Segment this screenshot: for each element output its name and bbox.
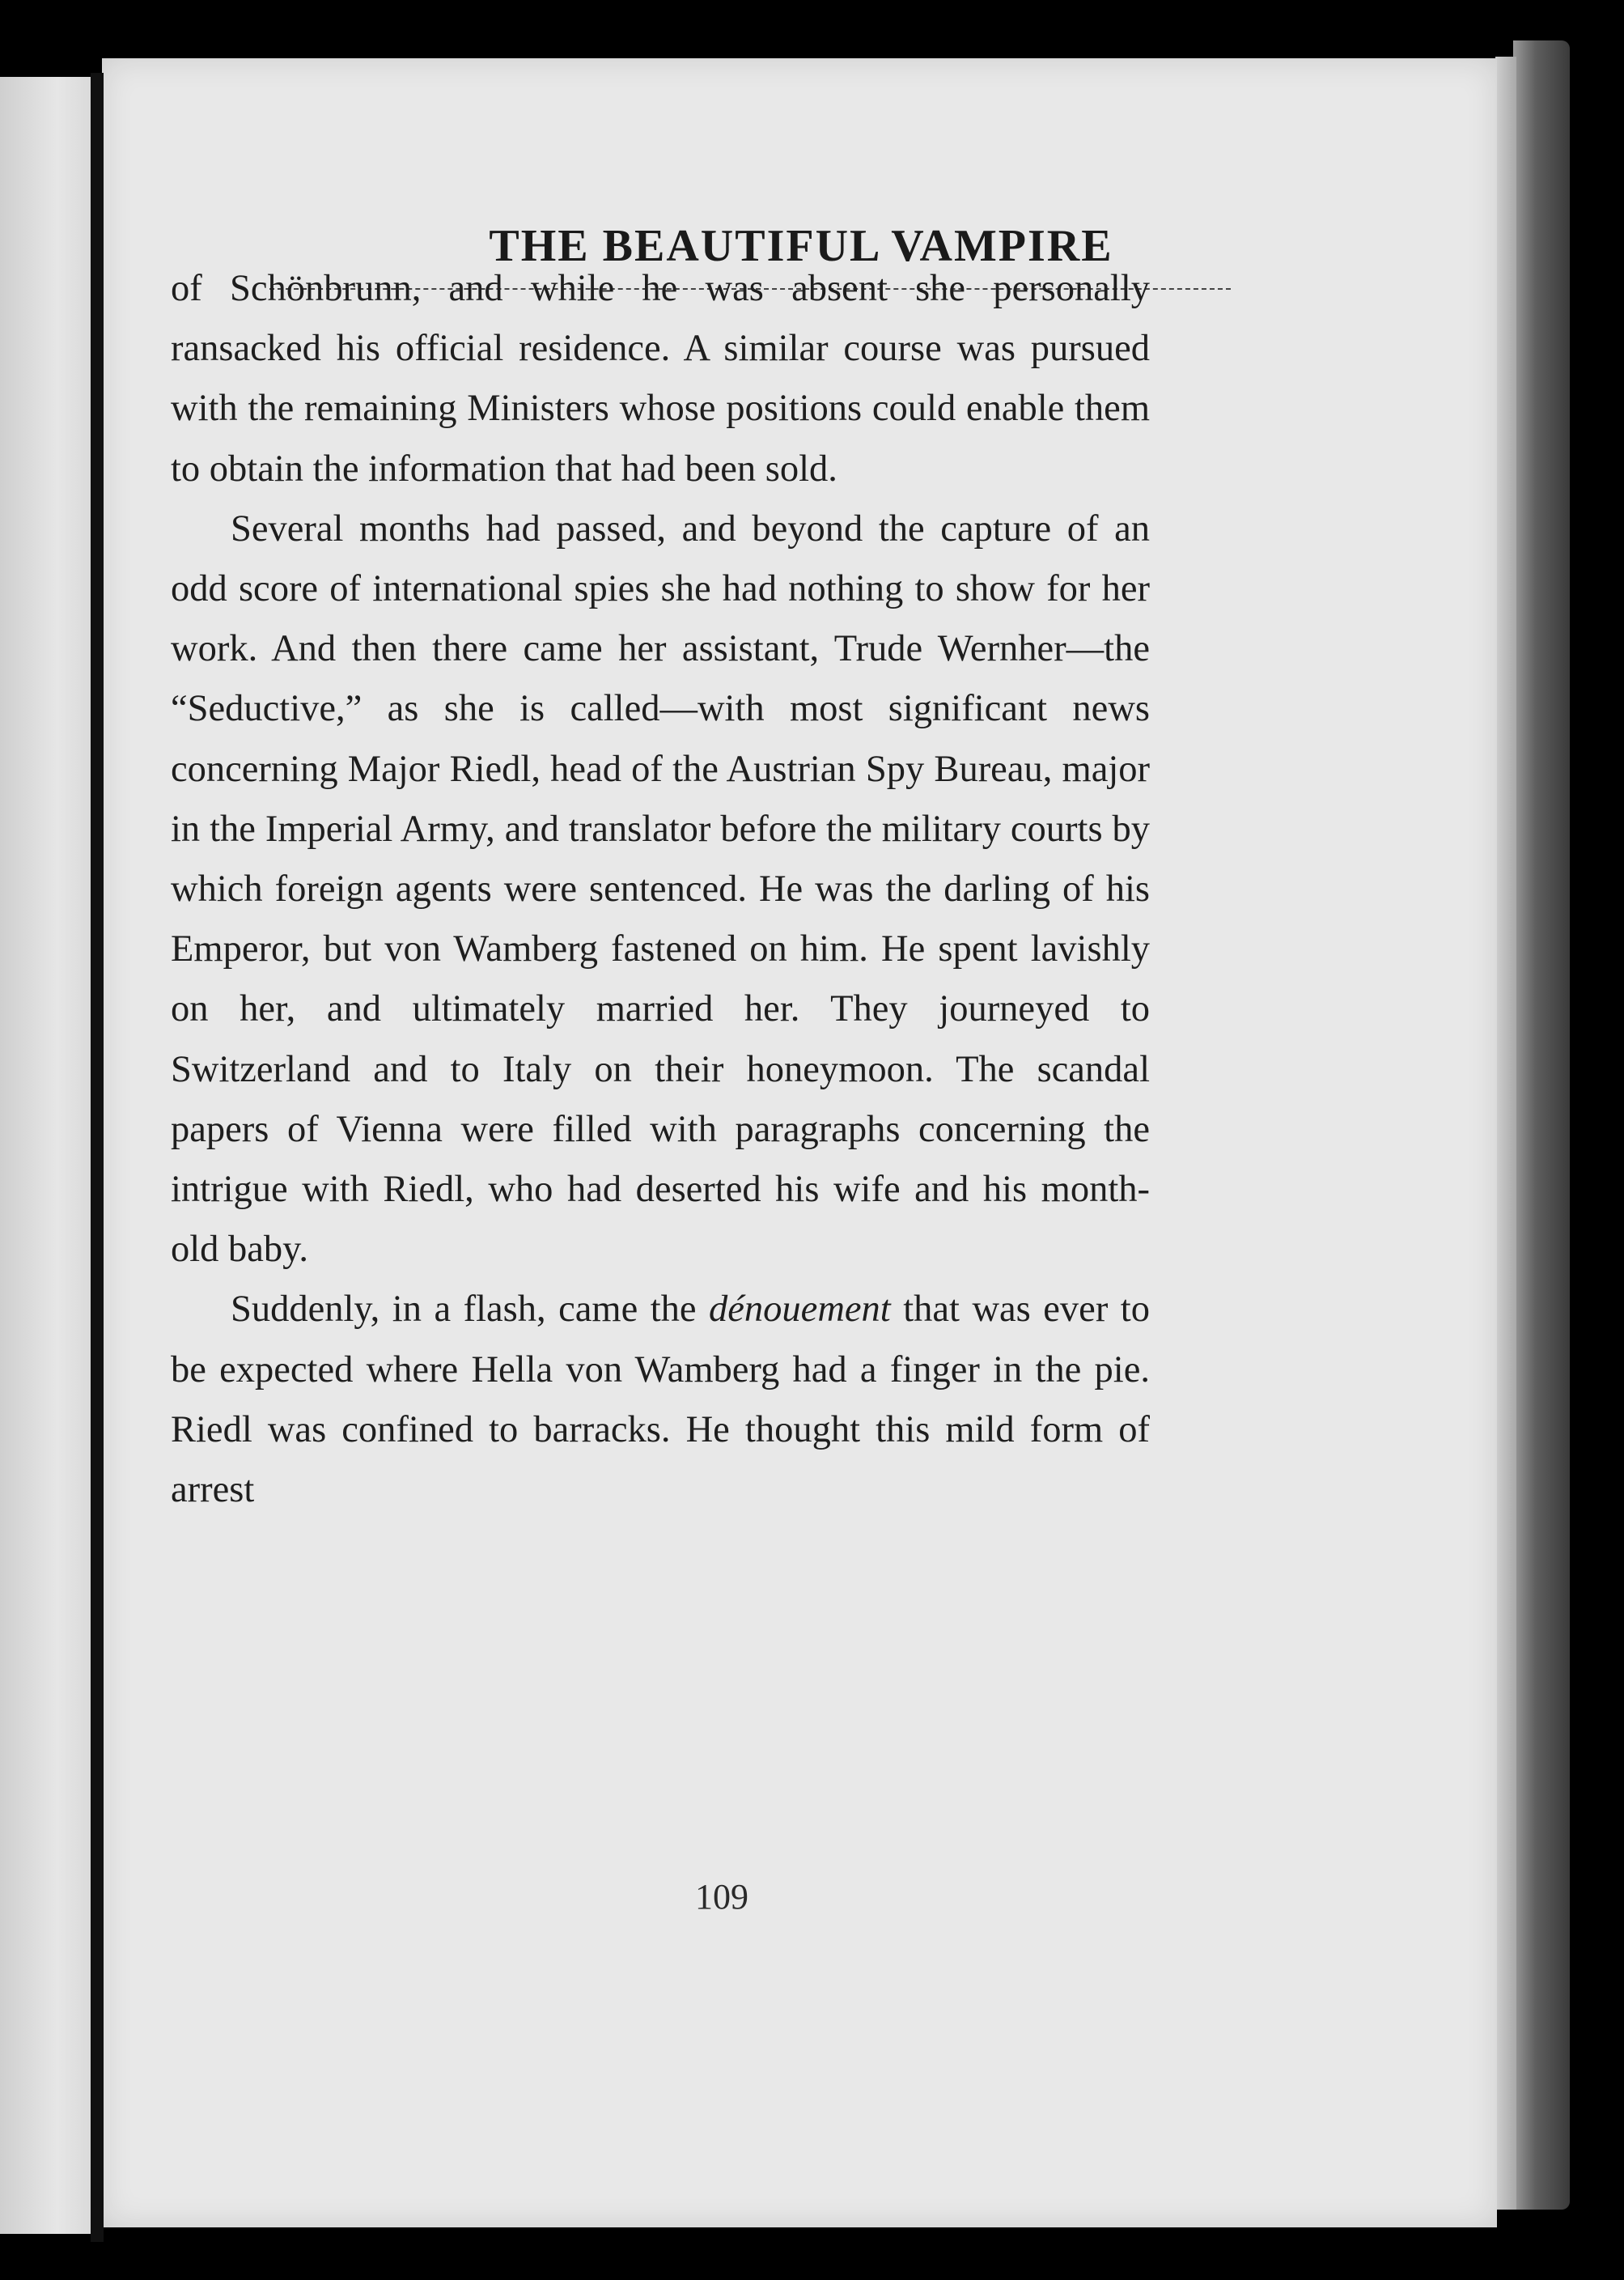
book-edge-shadow [1513,40,1570,2210]
paragraph-continued: of Schönbrunn, and while he was absent she personally ransacked his official residence. A similar course was pursued with the remaining Ministers whose positions could enable them to obtain the information that had been sold. [171,268,1150,490]
paragraph-text: Suddenly, in a flash, came the [231,1289,710,1331]
running-head: THE BEAUTIFUL VAMPIRE [489,221,1113,271]
paragraph: Several months had passed, and beyond the capture of an odd score of international spies she had nothing to show for her work. And then there came her assistant, Trude Wernher—the “Seductive,” as she is called—with most significant news concerning Major Riedl, head of the Austrian Spy Bureau, major in the Imperial Army, and translator before the military courts by which foreign agents were sentenced. He was the darling of his Emperor, but von Wamberg fastened on him. He spent lavishly on her, and ultimately married her. They journeyed to Switzerland and to Italy on their honeymoon. The scandal papers of Vienna were filled with paragraphs concerning the intrigue with Riedl, who had deserted his wife and his month-old baby. [171,507,1150,1271]
page-number: 109 [695,1877,748,1917]
body-text [171,259,1150,1520]
paragraph [171,1280,1150,1520]
page-stack-edge [1495,57,1516,2210]
italic-term: dénouement [709,1289,891,1331]
paragraph-text: that was ever to be expected where Hella von Wamberg had a finger in the pie. Riedl was confined to barracks. He thought this mild form of arrest [171,1289,1150,1511]
